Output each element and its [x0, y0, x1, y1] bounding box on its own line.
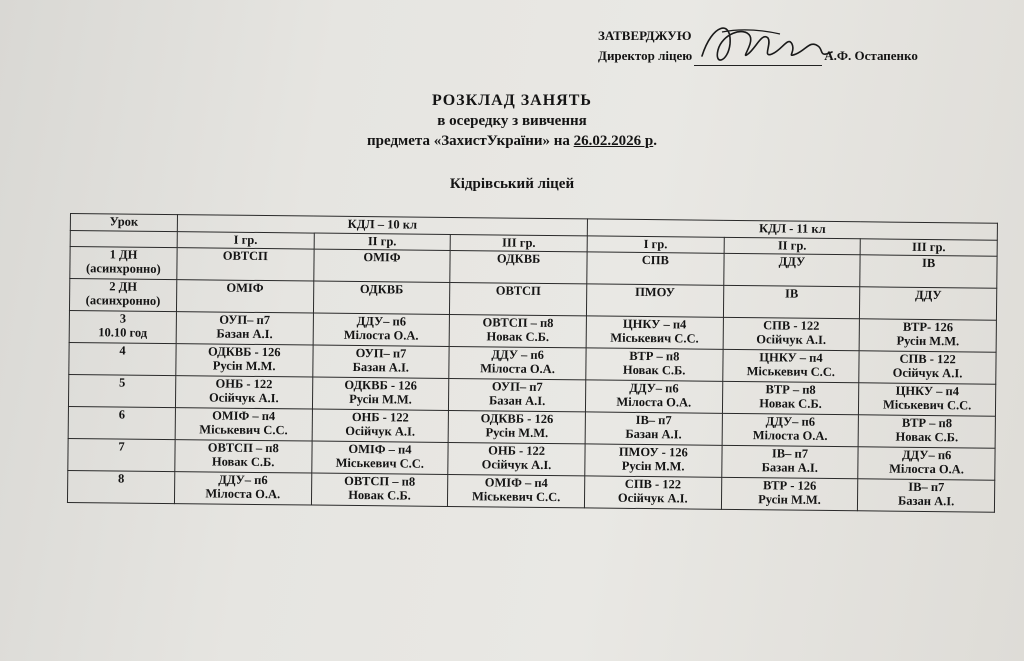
schedule-cell [313, 313, 450, 346]
teacher-name: Русін М.М. [621, 458, 685, 474]
subgroup-header: III гр. [450, 234, 587, 251]
schedule-cell [311, 441, 448, 474]
lesson-number-cell [68, 438, 175, 471]
teacher-name: Базан А.І. [216, 326, 273, 342]
schedule-cell [312, 377, 449, 410]
subject-room: ОУП– п7 [491, 379, 543, 394]
schedule-subtitle: в осередку з вивчення [437, 113, 587, 129]
lesson-number: 2 ДН [109, 279, 138, 294]
subject-room: ПМОУ [635, 284, 675, 300]
subgroup-header: I гр. [587, 236, 724, 253]
schedule-cell [174, 472, 311, 505]
subject-room: ДДУ– п6 [356, 314, 407, 329]
subject-room: ЦНКУ – п4 [622, 316, 687, 332]
schedule-date: 26.02.2026 р [573, 133, 654, 149]
subject-room: ВТР – п8 [901, 415, 953, 431]
lesson-number: 7 [118, 439, 125, 454]
subject-room: ОДКВБ - 126 [344, 377, 417, 393]
teacher-name: Осійчук А.І. [617, 490, 688, 506]
lesson-number-cell [68, 374, 175, 407]
subject-room: ДДУ– п6 [901, 447, 952, 463]
teacher-name: Осійчук А.І. [345, 423, 416, 439]
schedule-cell [585, 380, 722, 413]
schedule-cell [859, 351, 996, 384]
schedule-cell [587, 252, 724, 285]
subject-room: ОВТСП – п8 [482, 315, 554, 331]
subject-room: ОНБ - 122 [351, 409, 409, 425]
subject-room: ДДУ [778, 254, 806, 269]
schedule-cell [449, 314, 586, 347]
subject-room: ОДКВБ - 126 [207, 344, 281, 360]
lesson-number: 8 [117, 471, 125, 486]
empty-cell [70, 231, 177, 248]
schedule-cell [585, 444, 722, 477]
subject-room: ОВТСП – п8 [344, 473, 416, 489]
subject-room: ІВ– п7 [771, 446, 809, 461]
schedule-cell [311, 473, 448, 506]
subject-room: ОДКВБ - 126 [480, 411, 554, 427]
schedule-cell [448, 442, 585, 475]
approval-name: А.Ф. Остапенко [824, 48, 918, 63]
lesson-note: (асинхронно) [85, 261, 161, 276]
teacher-name: Мілоста О.А. [889, 461, 964, 477]
lesson-number-cell [69, 279, 176, 312]
subject-room: ВТР – п8 [629, 348, 680, 364]
schedule-title: РОЗКЛАД ЗАНЯТЬ [432, 92, 592, 109]
schedule-cell [723, 285, 860, 318]
lesson-number-cell [70, 247, 177, 280]
lesson-number: 3 [119, 311, 127, 326]
schedule-cell [858, 447, 995, 480]
subject-room: ЦНКУ – п4 [895, 383, 960, 399]
schedule-cell [586, 284, 723, 317]
school-name: Кідрівський ліцей [449, 176, 575, 192]
teacher-name: Новак С.Б. [622, 362, 686, 378]
teacher-name: Мілоста О.А. [752, 428, 828, 443]
teacher-name: Мілоста О.А. [616, 394, 692, 410]
subject-room: ОНБ - 122 [215, 376, 273, 392]
schedule-cell [449, 378, 586, 411]
lesson-note: (асинхронно) [85, 293, 161, 308]
subject-room: ОВТСП [222, 248, 268, 264]
schedule-cell [721, 445, 858, 478]
subject-room: ОУП– п7 [355, 345, 407, 361]
subject-room: ОМІФ – п4 [484, 475, 548, 491]
schedule-cell [859, 319, 996, 352]
teacher-name: Базан А.І. [352, 359, 410, 375]
lesson-note: 10.10 год [98, 325, 148, 340]
teacher-name: Русін М.М. [758, 492, 821, 507]
lesson-number: 4 [119, 343, 126, 358]
subgroup-header: I гр. [177, 232, 314, 249]
teacher-name: Міськевич С.С. [335, 455, 425, 471]
lesson-number-cell [69, 342, 176, 375]
subject-room: ЦНКУ – п4 [759, 350, 823, 365]
subject-room: ІВ– п7 [908, 479, 945, 495]
schedule-cell [722, 349, 859, 382]
subject-room: СПВ - 122 [899, 351, 956, 367]
schedule-cell [585, 412, 722, 445]
subject-room: ДДУ – п6 [491, 347, 544, 362]
group-11-header: КДЛ - 11 кл [587, 219, 997, 240]
subject-room: ОМІФ [363, 250, 401, 265]
schedule-cell [860, 287, 997, 320]
schedule-cell [449, 346, 586, 379]
subject-room: ДДУ– п6 [629, 380, 679, 396]
schedule-cell [312, 409, 449, 442]
subgroup-header: III гр. [860, 239, 997, 256]
schedule-table [67, 213, 998, 513]
subject-room: ДДУ– п6 [218, 472, 268, 488]
teacher-name: Осійчук А.І. [892, 365, 963, 381]
teacher-name: Русін М.М. [485, 425, 549, 441]
lesson-column-header: Урок [70, 214, 177, 232]
teacher-name: Русін М.М. [212, 358, 276, 374]
subject-room: СПВ - 122 [624, 476, 682, 492]
subject-room: ОНБ - 122 [488, 443, 546, 458]
schedule-cell [312, 345, 449, 378]
teacher-name: Міськевич С.С. [199, 422, 288, 438]
teacher-name: Русін М.М. [349, 391, 412, 407]
schedule-cell [721, 477, 858, 510]
subject-room: ОМІФ – п4 [212, 408, 276, 424]
lesson-number-cell [68, 406, 175, 439]
lesson-number-cell [67, 470, 174, 503]
subject-room: ІВ– п7 [635, 412, 672, 428]
subject-room: СПВ - 122 [763, 318, 820, 333]
subject-room: ОМІФ – п4 [348, 441, 412, 457]
schedule-cell [722, 381, 859, 414]
teacher-name: Міськевич С.С. [610, 330, 699, 346]
teacher-name: Базан А.І. [625, 426, 682, 442]
subject-room: ДДУ [914, 287, 942, 303]
schedule-cell [175, 376, 312, 409]
schedule-cell [860, 255, 997, 288]
schedule-cell [858, 479, 995, 512]
teacher-name: Базан А.І. [761, 460, 819, 475]
schedule-cell [175, 440, 312, 473]
lesson-number: 5 [118, 375, 126, 390]
teacher-name: Осійчук А.І. [481, 457, 552, 473]
schedule-cell [586, 316, 723, 349]
schedule-cell [858, 415, 995, 448]
schedule-cell [175, 408, 312, 441]
subgroup-header: II гр. [314, 233, 451, 250]
subject-room: ПМОУ - 126 [618, 444, 688, 460]
schedule-cell [586, 348, 723, 381]
subject-room: ІВ [921, 255, 936, 271]
teacher-name: Новак С.Б. [486, 329, 550, 345]
subject-room: ВТР- 126 [902, 319, 954, 335]
approval-word: ЗАТВЕРДЖУЮ [598, 28, 692, 43]
subject-room: ВТР – п8 [765, 382, 816, 397]
subject-room: ОВТСП [495, 283, 541, 298]
subject-room: ОДКВБ [496, 251, 541, 266]
group-10-header: КДЛ – 10 кл [177, 215, 587, 236]
teacher-name: Новак С.Б. [759, 396, 822, 411]
schedule-cell [723, 317, 860, 350]
lesson-number: 6 [118, 407, 126, 422]
subject-room: ІВ [784, 286, 799, 301]
subgroup-header: II гр. [724, 237, 861, 254]
subject-room: ОМІФ [226, 280, 264, 296]
teacher-name: Новак С.Б. [348, 487, 411, 503]
schedule-cell [723, 253, 860, 286]
teacher-name: Осійчук А.І. [208, 390, 279, 406]
handwritten-signature [692, 14, 842, 74]
schedule-cell [176, 280, 313, 313]
subject-room: ВТР - 126 [762, 478, 817, 493]
subject-room: ОВТСП – п8 [207, 440, 279, 456]
teacher-name: Міськевич С.С. [746, 364, 836, 380]
schedule-cell [177, 248, 314, 281]
teacher-name: Русін М.М. [896, 333, 960, 349]
schedule-cell [450, 250, 587, 283]
teacher-name: Новак С.Б. [211, 454, 275, 470]
schedule-rows [67, 247, 997, 513]
subject-prefix: предмета «ЗахистУкраїни» на [367, 133, 570, 149]
schedule-cell [859, 383, 996, 416]
lesson-number-cell [69, 310, 176, 343]
teacher-name: Базан А.І. [897, 493, 955, 509]
subject-suffix: . [653, 133, 657, 149]
schedule-cell [722, 413, 859, 446]
teacher-name: Мілоста О.А. [205, 486, 281, 502]
subject-room: ДДУ– п6 [765, 414, 816, 429]
approval-position: Директор ліцею [598, 48, 693, 63]
schedule-cell [313, 249, 450, 282]
teacher-name: Новак С.Б. [895, 429, 959, 445]
lesson-number: 1 ДН [109, 247, 138, 262]
schedule-cell [176, 312, 313, 345]
schedule-cell [450, 282, 587, 315]
schedule-cell [313, 281, 450, 314]
teacher-name: Мілоста О.А. [343, 327, 419, 343]
schedule-cell [448, 410, 585, 443]
subject-room: ОУП– п7 [219, 312, 271, 328]
schedule-cell [176, 344, 313, 377]
schedule-cell [584, 476, 721, 509]
schedule-subject-line [0, 133, 1024, 150]
teacher-name: Міськевич С.С. [471, 489, 561, 505]
subject-room: ОДКВБ [359, 282, 404, 297]
teacher-name: Базан А.І. [488, 393, 546, 408]
subject-room: СПВ [641, 252, 669, 268]
teacher-name: Міськевич С.С. [882, 397, 972, 413]
schedule-cell [448, 474, 585, 507]
teacher-name: Мілоста О.А. [480, 361, 555, 377]
teacher-name: Осійчук А.І. [756, 332, 827, 347]
